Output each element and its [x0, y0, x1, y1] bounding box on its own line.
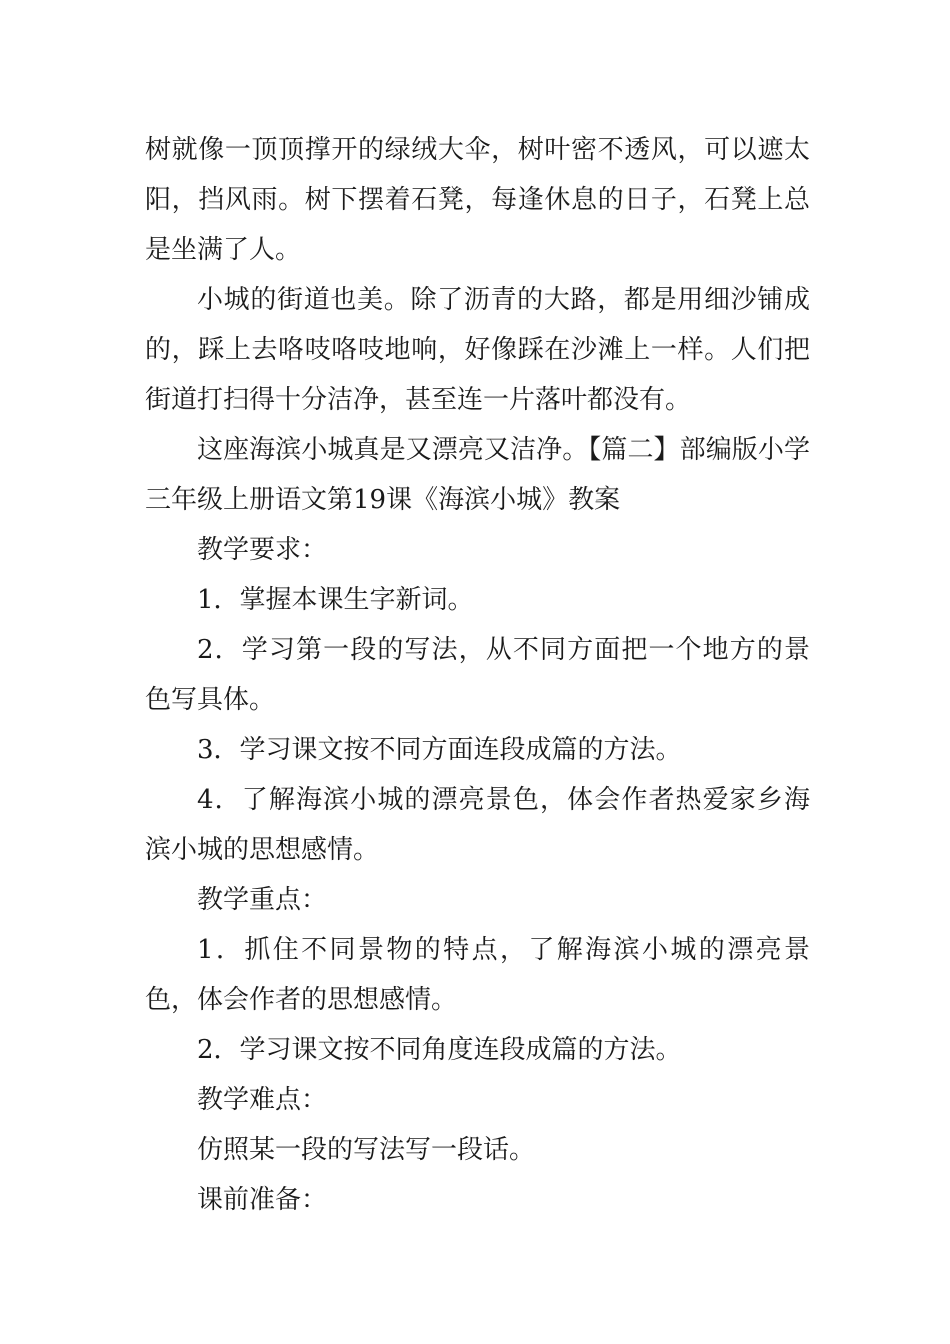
list-item-key-point-1: 1．抓住不同景物的特点，了解海滨小城的漂亮景色，体会作者的思想感情。	[145, 935, 810, 1015]
paragraph-1: 树就像一顶顶撑开的绿绒大伞，树叶密不透风，可以遮太阳，挡风雨。树下摆着石凳，每逢休息的日子，石凳上总是坐满了人。	[145, 135, 810, 265]
paragraph-3: 这座海滨小城真是又漂亮又洁净。【篇二】部编版小学三年级上册语文第19课《海滨小城》教案	[145, 435, 810, 515]
section-heading-preparation: 课前准备：	[197, 1185, 328, 1215]
document-body	[145, 125, 810, 1225]
section-heading-difficulties: 教学难点：	[197, 1085, 328, 1115]
list-item-key-point-2: 2．学习课文按不同角度连段成篇的方法。	[197, 1035, 682, 1065]
list-item-requirement-4: 4．了解海滨小城的漂亮景色，体会作者热爱家乡海滨小城的思想感情。	[145, 785, 810, 865]
list-item-requirement-2: 2．学习第一段的写法，从不同方面把一个地方的景色写具体。	[145, 635, 810, 715]
section-heading-requirements: 教学要求：	[197, 535, 328, 565]
list-item-requirement-1: 1．掌握本课生字新词。	[197, 585, 474, 615]
list-item-requirement-3: 3．学习课文按不同方面连段成篇的方法。	[197, 735, 682, 765]
paragraph-2: 小城的街道也美。除了沥青的大路，都是用细沙铺成的，踩上去咯吱咯吱地响，好像踩在沙滩上一样。人们把街道打扫得十分洁净，甚至连一片落叶都没有。	[145, 285, 810, 415]
paragraph-difficulty: 仿照某一段的写法写一段话。	[197, 1135, 536, 1165]
section-heading-key-points: 教学重点：	[197, 885, 328, 915]
